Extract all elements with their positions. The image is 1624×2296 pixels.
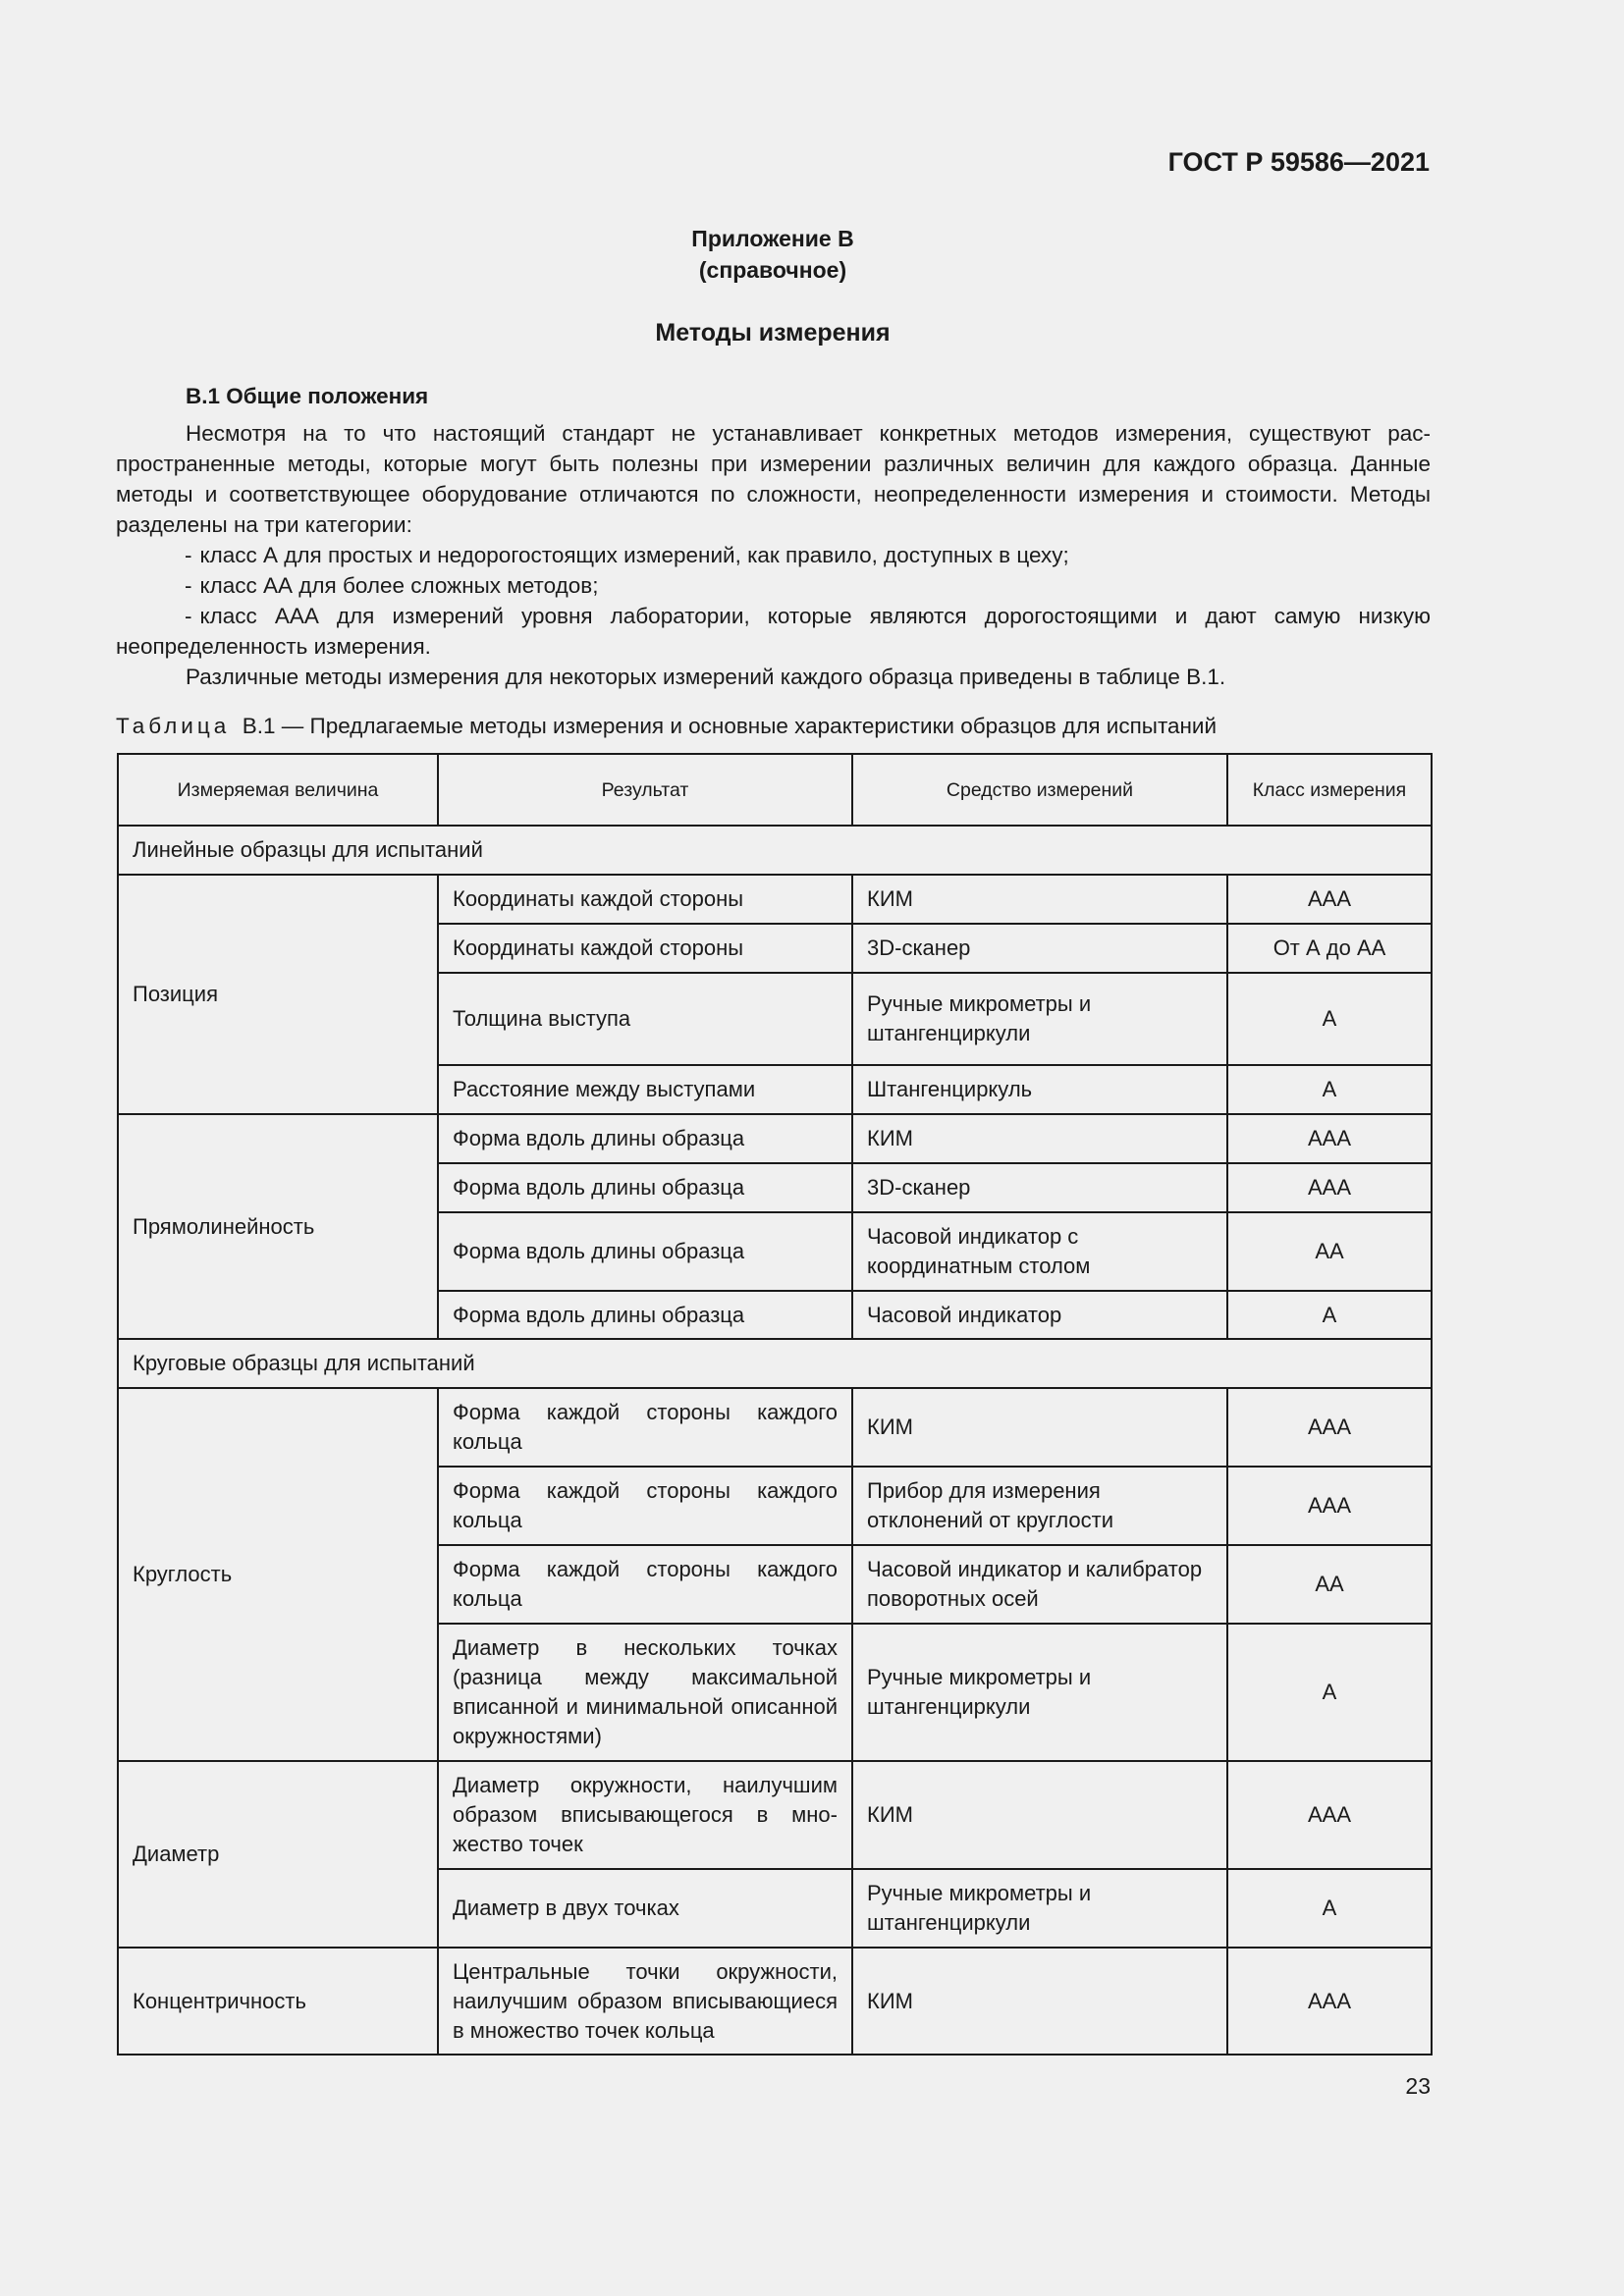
group-label: Линейные образцы для испытаний <box>118 826 1432 875</box>
measured-quantity: Позиция <box>118 875 438 1114</box>
column-header: Средство измерений <box>852 754 1227 826</box>
class-cell: ААА <box>1227 1114 1432 1163</box>
standard-code: ГОСТ Р 59586—2021 <box>1167 147 1430 177</box>
class-cell: ААА <box>1227 875 1432 924</box>
list-item: - класс ААА для измерений уровня лаборатории, которые являются дорогостоящими и дают самую низкую неопределенность измерения. <box>116 604 1431 659</box>
instrument-cell: Часовой индикатор <box>852 1291 1227 1339</box>
instrument-cell: КИМ <box>852 1388 1227 1467</box>
measured-quantity: Круглость <box>118 1388 438 1761</box>
instrument-cell: КИМ <box>852 1114 1227 1163</box>
class-cell: ААА <box>1227 1467 1432 1545</box>
result-cell: Центральные точки окружности, наилучшим образом вписывающиеся в множество точек кольца <box>438 1948 852 2055</box>
intro-paragraph: Различные методы измерения для некоторых измерений каждого образца приведены в таблице В.1. <box>186 665 1226 689</box>
appendix-title: Приложение В <box>691 226 854 251</box>
result-cell: Форма вдоль длины образца <box>438 1291 852 1339</box>
table-group-row <box>118 1339 1432 1388</box>
table-row <box>118 1948 1432 2055</box>
instrument-cell: КИМ <box>852 1948 1227 2055</box>
result-cell: Форма каждой стороны каждого кольца <box>438 1388 852 1467</box>
instrument-cell: Ручные микрометры и штангенциркули <box>852 1869 1227 1948</box>
class-cell: А <box>1227 1869 1432 1948</box>
result-cell: Форма вдоль длины образца <box>438 1163 852 1212</box>
column-header: Класс измерения <box>1227 754 1432 826</box>
instrument-cell: Часовой индикатор и калибратор поворотных осей <box>852 1545 1227 1624</box>
table-row <box>118 875 1432 924</box>
column-header: Результат <box>438 754 852 826</box>
result-cell: Форма каждой стороны каждого кольца <box>438 1467 852 1545</box>
result-cell: Диаметр окружности, наилучшим образом вписывающегося в множество точек <box>438 1761 852 1869</box>
class-cell: А <box>1227 1065 1432 1114</box>
list-item: - класс А для простых и недорогостоящих измерений, как правило, доступных в цеху; <box>185 543 1069 567</box>
result-cell: Координаты каждой стороны <box>438 875 852 924</box>
table-group-row <box>118 826 1432 875</box>
table-row <box>118 1388 1432 1467</box>
class-cell: ААА <box>1227 1948 1432 2055</box>
result-cell: Диаметр в двух точках <box>438 1869 852 1948</box>
list-item: - класс АА для более сложных методов; <box>185 573 599 598</box>
class-cell: А <box>1227 973 1432 1065</box>
class-cell: ААА <box>1227 1761 1432 1869</box>
table-row <box>118 1761 1432 1869</box>
table-caption: Таблица В.1 — Предлагаемые методы измерения и основные характеристики образцов для испытаний <box>116 714 1218 738</box>
intro-text <box>116 418 1431 692</box>
instrument-cell: Штангенциркуль <box>852 1065 1227 1114</box>
result-cell: Толщина выступа <box>438 973 852 1065</box>
intro-paragraph: Несмотря на то что настоящий стандарт не устанавливает конкретных методов измерения, существуют распространенные методы, которые могут быть полезны при измерении различных величин для каждого образца. Данные методы и соответствующее оборудование отличаются по сложности, неопределенности измерения и стоимости. Методы разделены на три категории: <box>116 421 1431 537</box>
result-cell: Диаметр в нескольких точках (разница между максимальной вписанной и минимальной описанной окружностями) <box>438 1624 852 1761</box>
instrument-cell: КИМ <box>852 875 1227 924</box>
instrument-cell: 3D-сканер <box>852 1163 1227 1212</box>
measured-quantity: Концентричность <box>118 1948 438 2055</box>
class-cell: АА <box>1227 1212 1432 1291</box>
result-cell: Расстояние между выступами <box>438 1065 852 1114</box>
page-number: 23 <box>1405 2073 1431 2099</box>
methods-table <box>117 753 1433 2056</box>
group-label: Круговые образцы для испытаний <box>118 1339 1432 1388</box>
class-cell: А <box>1227 1291 1432 1339</box>
section-heading: В.1 Общие положения <box>186 384 429 408</box>
class-cell: От А до АА <box>1227 924 1432 973</box>
class-cell: А <box>1227 1624 1432 1761</box>
table-header-row <box>118 754 1432 826</box>
measured-quantity: Диаметр <box>118 1761 438 1948</box>
result-cell: Форма вдоль длины образца <box>438 1212 852 1291</box>
instrument-cell: 3D-сканер <box>852 924 1227 973</box>
instrument-cell: КИМ <box>852 1761 1227 1869</box>
measured-quantity: Прямолинейность <box>118 1114 438 1339</box>
result-cell: Форма каждой стороны каждого кольца <box>438 1545 852 1624</box>
appendix-subtitle: (справочное) <box>698 257 847 283</box>
column-header: Измеряемая величина <box>118 754 438 826</box>
result-cell: Координаты каждой стороны <box>438 924 852 973</box>
class-cell: АА <box>1227 1545 1432 1624</box>
class-cell: ААА <box>1227 1388 1432 1467</box>
instrument-cell: Ручные микрометры и штангенциркули <box>852 973 1227 1065</box>
class-cell: ААА <box>1227 1163 1432 1212</box>
instrument-cell: Прибор для измерения отклонений от круглости <box>852 1467 1227 1545</box>
instrument-cell: Ручные микрометры и штангенциркули <box>852 1624 1227 1761</box>
appendix-heading: Методы измерения <box>655 319 891 347</box>
instrument-cell: Часовой индикатор с координатным столом <box>852 1212 1227 1291</box>
table-row <box>118 1114 1432 1163</box>
result-cell: Форма вдоль длины образца <box>438 1114 852 1163</box>
